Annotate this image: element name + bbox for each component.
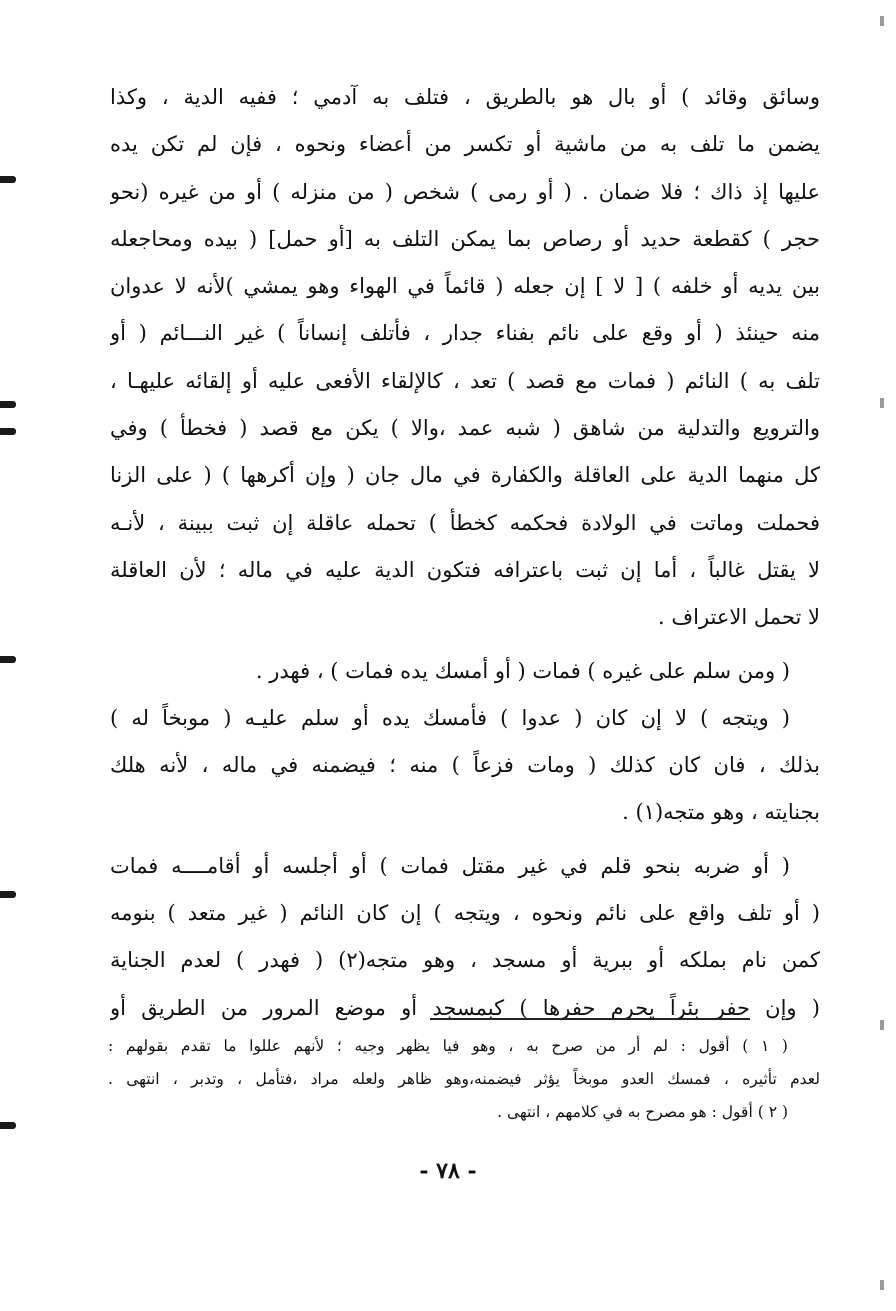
margin-mark <box>0 891 16 898</box>
footnotes <box>108 1030 820 1129</box>
text-line: تلف به ) النائم ( فمات مع قصد ) تعد ، كالإلقاء الأفعى عليه أو إلقائه عليهـا ، <box>110 368 820 393</box>
paragraph-line: بذلك ، فان كان كذلك ( ومات فزعاً ) منه ؛ فيضمنه في ماله ، لأنه هلك <box>110 753 820 778</box>
footnote-line: ( ١ ) أقول : لم أر من صرح به ، وهو فيا يظهر وجيه ؛ لأنهم عللوا ما تقدم بقولهم : <box>108 1037 788 1055</box>
text-line: فحملت وماتت في الولادة فحكمه كخطأ ) تحمله عاقلة إن ثبت ببينة ، لأنـه <box>110 510 820 535</box>
text-line: حجر ) كقطعة حديد أو رصاص بما يمكن التلف به [أو حمل] ( بيده ومحاجعله <box>110 226 820 251</box>
text-line: لا تحمل الاعتراف . <box>658 605 820 630</box>
edge-mark <box>880 398 884 408</box>
paragraph-line: ( أو ضربه بنحو قلم في غير مقتل فمات ) أو أجلسه أو أقامــــه فمات <box>110 853 790 878</box>
footnote-line: لعدم تأثيره ، فمسك العدو موبخاً يؤثر فيضمنه،وهو ظاهر ولعله مراد ،فتأمل ، وتدبر ، انتهى . <box>108 1070 820 1088</box>
text-line: لا يقتل غالباً ، أما إن ثبت باعترافه فتكون الدية عليه في ماله ؛ لأن العاقلة <box>110 557 820 582</box>
paragraph-line: ( ومن سلم على غيره ) فمات ( أو أمسك يده فمات ) ، فهدر . <box>255 658 790 683</box>
paragraph-line: بجنايته ، وهو متجه(١) . <box>622 800 820 825</box>
text-line: كل منهما الدية على العاقلة والكفارة في مال جان ( وإن أكرهها ) ( على الزنا <box>110 463 820 488</box>
main-text <box>110 74 820 1032</box>
text-line: منه حينئذ ( أو وقع على نائم بفناء جدار ، فأتلف إنساناً ) غير النـــائم ( أو <box>110 321 820 346</box>
paragraph-line: كمن نام بملكه أو ببرية أو مسجد ، وهو متجه(٢) ( فهدر ) لعدم الجناية <box>110 948 820 973</box>
edge-mark <box>880 1280 884 1290</box>
margin-mark <box>0 1122 16 1129</box>
edge-mark <box>880 16 884 26</box>
edge-mark <box>880 1020 884 1030</box>
margin-mark <box>0 176 16 183</box>
margin-mark <box>0 428 16 435</box>
footnote-line: ( ٢ ) أقول : هو مصرح به في كلامهم ، انتهى . <box>497 1103 788 1121</box>
margin-mark <box>0 656 16 663</box>
text-line: والترويع والتدلية من شاهق ( شبه عمد ،والا ) يكن مع قصد ( فخطأ ) وفي <box>110 416 820 441</box>
footnote-divider <box>430 1018 750 1020</box>
text-line: يضمن ما تلف به من ماشية أو تكسر من أعضاء ونحوه ، فإن لم تكن يده <box>110 132 820 157</box>
paragraph-line: ( ويتجه ) لا إن كان ( عدوا ) فأمسك يده أو سلم عليـه ( موبخاً له ) <box>110 705 791 730</box>
margin-mark <box>0 401 16 408</box>
paragraph-line: ( أو تلف واقع على نائم ونحوه ، ويتجه ) إن كان النائم ( غير متعد ) بنومه <box>110 901 820 926</box>
text-line: وسائق وقائد ) أو بال هو بالطريق ، فتلف به آدمي ؛ ففيه الدية ، وكذا <box>110 85 820 109</box>
text-line: عليها إذ ذاك ؛ فلا ضمان . ( أو رمى ) شخص ( من منزله ) أو من غيره (نحو <box>110 179 820 204</box>
text-line: بين يديه أو خلفه ) [ لا ] إن جعله ( قائماً في الهواء وهو يمشي )لأنه لا عدوان <box>110 274 820 299</box>
paragraph-line: ( وإن حفر بئراً يحرم حفرها ) كبمسجد أو موضع المرور من الطريق أو <box>110 995 820 1020</box>
page-number: - ٧٨ - <box>419 1158 477 1184</box>
